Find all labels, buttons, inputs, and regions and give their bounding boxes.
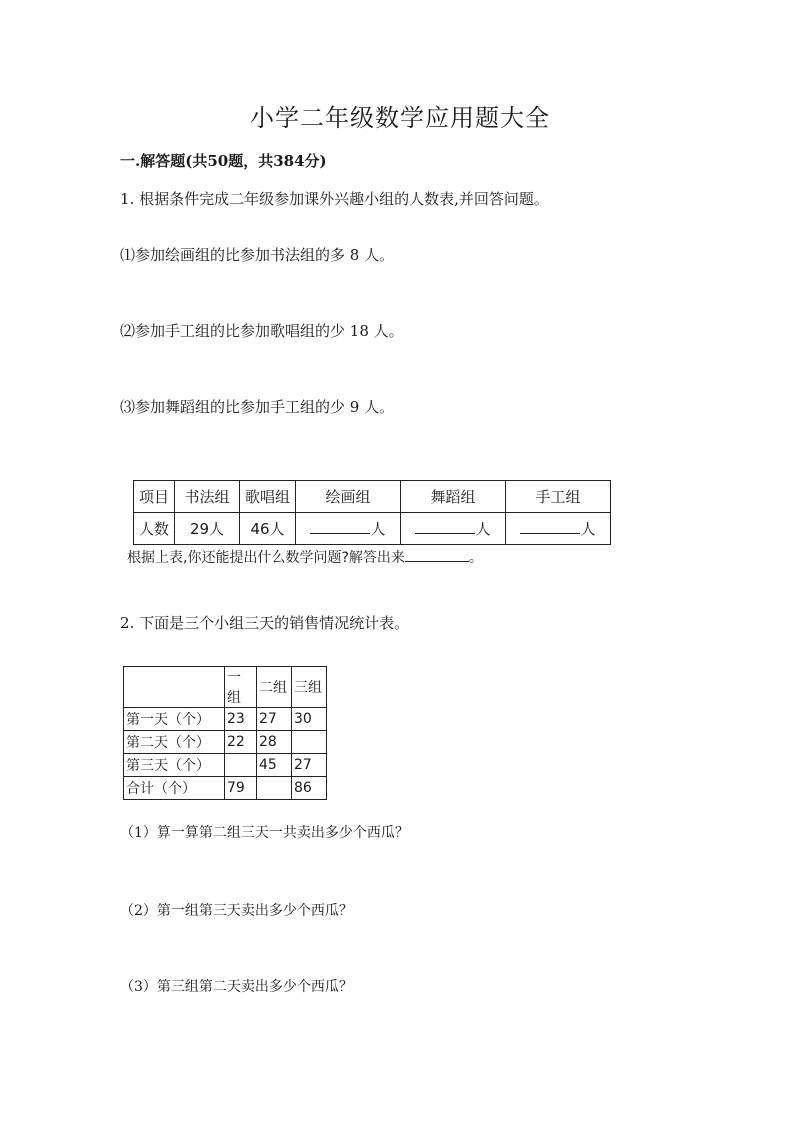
table-cell: 30	[292, 708, 327, 731]
table-row	[134, 513, 611, 545]
answer-blank-cell[interactable]	[401, 513, 506, 545]
answer-blank[interactable]	[310, 519, 370, 534]
table-cell	[292, 731, 327, 754]
table-cell: 项目	[134, 481, 175, 513]
table-cell: 29人	[175, 513, 240, 545]
answer-blank-cell[interactable]	[296, 513, 401, 545]
table-cell: 86	[292, 777, 327, 800]
table-cell: 第二天（个）	[124, 731, 225, 754]
question-1-followup	[127, 547, 483, 567]
table-cell	[257, 777, 292, 800]
table-cell: 第一天（个）	[124, 708, 225, 731]
table-cell: 22	[225, 731, 257, 754]
table-row	[124, 731, 327, 754]
question-2-sub-2: （2）第一组第三天卖出多少个西瓜？	[120, 903, 353, 919]
page-title: 小学二年级数学应用题大全	[250, 104, 550, 132]
table-cell: 歌唱组	[240, 481, 296, 513]
question-2-sub-1: （1）算一算第二组三天一共卖出多少个西瓜？	[120, 825, 409, 841]
table-cell: 三组	[292, 667, 327, 708]
table-row	[124, 667, 327, 708]
section-heading: 一.解答题(共50题，共384分)	[120, 152, 327, 170]
table-row	[124, 777, 327, 800]
answer-blank[interactable]	[405, 548, 469, 562]
followup-end: 。	[468, 550, 483, 566]
answer-blank[interactable]	[520, 519, 580, 534]
question-1-stem: 1. 根据条件完成二年级参加课外兴趣小组的人数表,并回答问题。	[120, 190, 549, 208]
table-row	[134, 481, 611, 513]
table-cell: 二组	[257, 667, 292, 708]
table-cell: 书法组	[175, 481, 240, 513]
unit-label: 人	[475, 520, 491, 538]
followup-text: 根据上表,你还能提出什么数学问题?解答出来	[127, 550, 405, 566]
question-1-condition-1: ⑴参加绘画组的比参加书法组的多 8 人。	[120, 246, 395, 264]
table-row	[124, 754, 327, 777]
table-cell: 舞蹈组	[401, 481, 506, 513]
table-cell: 27	[292, 754, 327, 777]
table-cell: 第三天（个）	[124, 754, 225, 777]
table-cell	[124, 667, 225, 708]
answer-blank-cell[interactable]	[506, 513, 611, 545]
table-cell: 一组	[225, 667, 257, 708]
question-2-stem: 2. 下面是三个小组三天的销售情况统计表。	[120, 614, 410, 632]
unit-label: 人	[580, 520, 596, 538]
table-cell: 人数	[134, 513, 175, 545]
table-row	[124, 708, 327, 731]
table-cell: 46人	[240, 513, 296, 545]
table-cell: 45	[257, 754, 292, 777]
table-cell: 合计（个）	[124, 777, 225, 800]
table-cell: 27	[257, 708, 292, 731]
question-1-condition-3: ⑶参加舞蹈组的比参加手工组的少 9 人。	[120, 398, 395, 416]
interest-group-table	[133, 480, 611, 545]
unit-label: 人	[370, 520, 386, 538]
table-cell: 手工组	[506, 481, 611, 513]
question-1-condition-2: ⑵参加手工组的比参加歌唱组的少 18 人。	[120, 322, 404, 340]
table-cell: 28	[257, 731, 292, 754]
table-cell: 绘画组	[296, 481, 401, 513]
answer-blank[interactable]	[415, 519, 475, 534]
table-cell	[225, 754, 257, 777]
sales-table	[123, 666, 327, 800]
question-2-sub-3: （3）第三组第二天卖出多少个西瓜？	[120, 979, 353, 995]
table-cell: 79	[225, 777, 257, 800]
table-cell: 23	[225, 708, 257, 731]
